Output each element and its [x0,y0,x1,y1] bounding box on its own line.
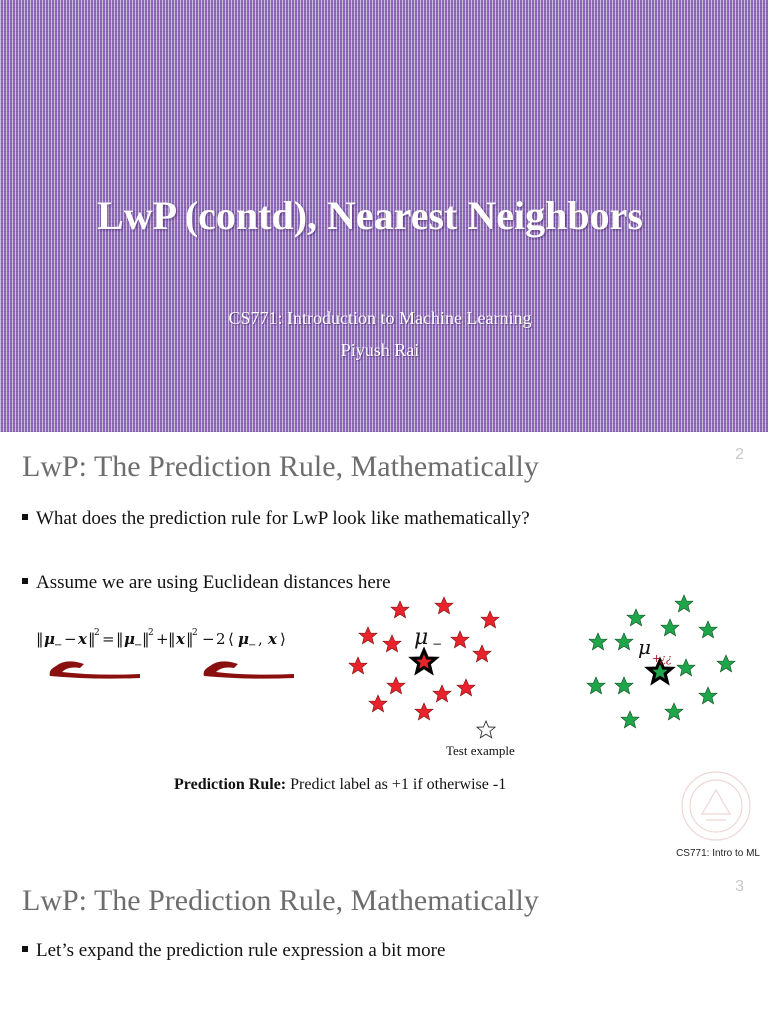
bullet-text: Let’s expand the prediction rule expression a bit more [36,940,446,961]
red-star-icon [349,657,367,674]
svg-text:‖: ‖ [36,630,44,648]
svg-text:−: − [54,640,63,651]
svg-text:,: , [258,630,263,648]
mu-plus-label: μ [638,635,651,659]
slide-heading: LwP: The Prediction Rule, Mathematically [22,884,539,917]
red-star-icon [359,627,377,644]
green-star-icon [665,703,683,720]
slide-footer: CS771: Intro to ML [676,848,760,859]
green-star-icon [615,677,633,694]
svg-text:x: x [268,630,277,648]
red-star-icon [387,677,405,694]
distance-formula-equation [36,622,324,686]
svg-text:−: − [202,630,215,648]
slide-number: 3 [735,878,744,895]
institute-seal-icon [680,770,752,842]
svg-text:2: 2 [148,628,154,638]
svg-text:‖: ‖ [186,630,194,648]
svg-text:2: 2 [192,628,198,638]
red-star-icon [369,695,387,712]
red-star-icon [433,685,451,702]
red-class-cluster [344,592,514,742]
test-example-star-icon [477,721,495,738]
bullet-square-icon [22,946,28,952]
svg-text:−: − [248,640,257,651]
svg-text:¿¿: ¿¿ [660,652,672,665]
green-star-icon [699,687,717,704]
svg-text:−: − [432,637,443,651]
red-star-icon [481,611,499,628]
green-star-icon [699,621,717,638]
svg-text:+: + [652,652,662,665]
bullet-text: Assume we are using Euclidean distances here [36,572,391,593]
svg-text:‖: ‖ [168,630,176,648]
green-star-icon [677,659,695,676]
prediction-rule [174,776,506,794]
green-star-icon [661,619,679,636]
svg-text:μ: μ [124,630,135,648]
slide-number: 2 [735,446,744,463]
red-star-icon [473,645,491,662]
prediction-rule-label: Prediction Rule: [174,776,287,793]
bullet-text: What does the prediction rule for LwP look like mathematically? [36,508,530,529]
svg-text:⟨: ⟨ [228,630,234,648]
curved-arrow-icon [50,661,294,678]
svg-text:−: − [64,630,77,648]
slide-subtitle: CS771: Introduction to Machine Learning [228,308,532,328]
svg-text:+: + [156,630,169,648]
svg-text:x: x [176,630,185,648]
bullet-square-icon [22,578,28,584]
svg-text:x: x [78,630,87,648]
bullet-item [22,508,530,530]
red-star-icon [451,631,469,648]
green-star-icon [621,711,639,728]
green-star-icon [627,609,645,626]
green-class-cluster [580,592,748,736]
bullet-square-icon [22,514,28,520]
svg-text:2: 2 [94,628,100,638]
slide-author: Piyush Rai [340,340,420,360]
red-star-icon [391,601,409,618]
red-star-icon [435,597,453,614]
svg-text:‖: ‖ [88,630,96,648]
slide-2 [0,432,768,864]
svg-text:μ: μ [44,630,55,648]
svg-text:⟩: ⟩ [280,630,286,648]
green-star-icon [615,633,633,650]
red-star-icon [415,703,433,720]
prediction-rule-text: Predict label as +1 if otherwise -1 [290,776,507,793]
svg-text:−: − [134,640,143,651]
red-star-icon [457,679,475,696]
svg-text:2: 2 [216,630,226,648]
distance-formula [36,622,324,691]
red-star-icon [383,635,401,652]
test-example-label: Test example [446,743,515,758]
green-star-icon [675,595,693,612]
green-star-icon [587,677,605,694]
slide-heading: LwP: The Prediction Rule, Mathematically [22,450,539,483]
slide-title: LwP (contd), Nearest Neighbors [97,193,643,238]
svg-text:‖: ‖ [116,630,124,648]
mu-minus-label: μ [414,625,429,650]
slide-3 [0,864,768,1024]
green-star-icon [717,655,735,672]
red-mean-star-icon [412,650,435,672]
bullet-item [22,940,445,962]
green-star-icon [589,633,607,650]
svg-text:‖: ‖ [142,630,150,648]
title-slide [0,0,768,432]
bullet-item [22,572,391,594]
svg-text:=: = [102,630,115,648]
svg-text:μ: μ [238,630,249,648]
